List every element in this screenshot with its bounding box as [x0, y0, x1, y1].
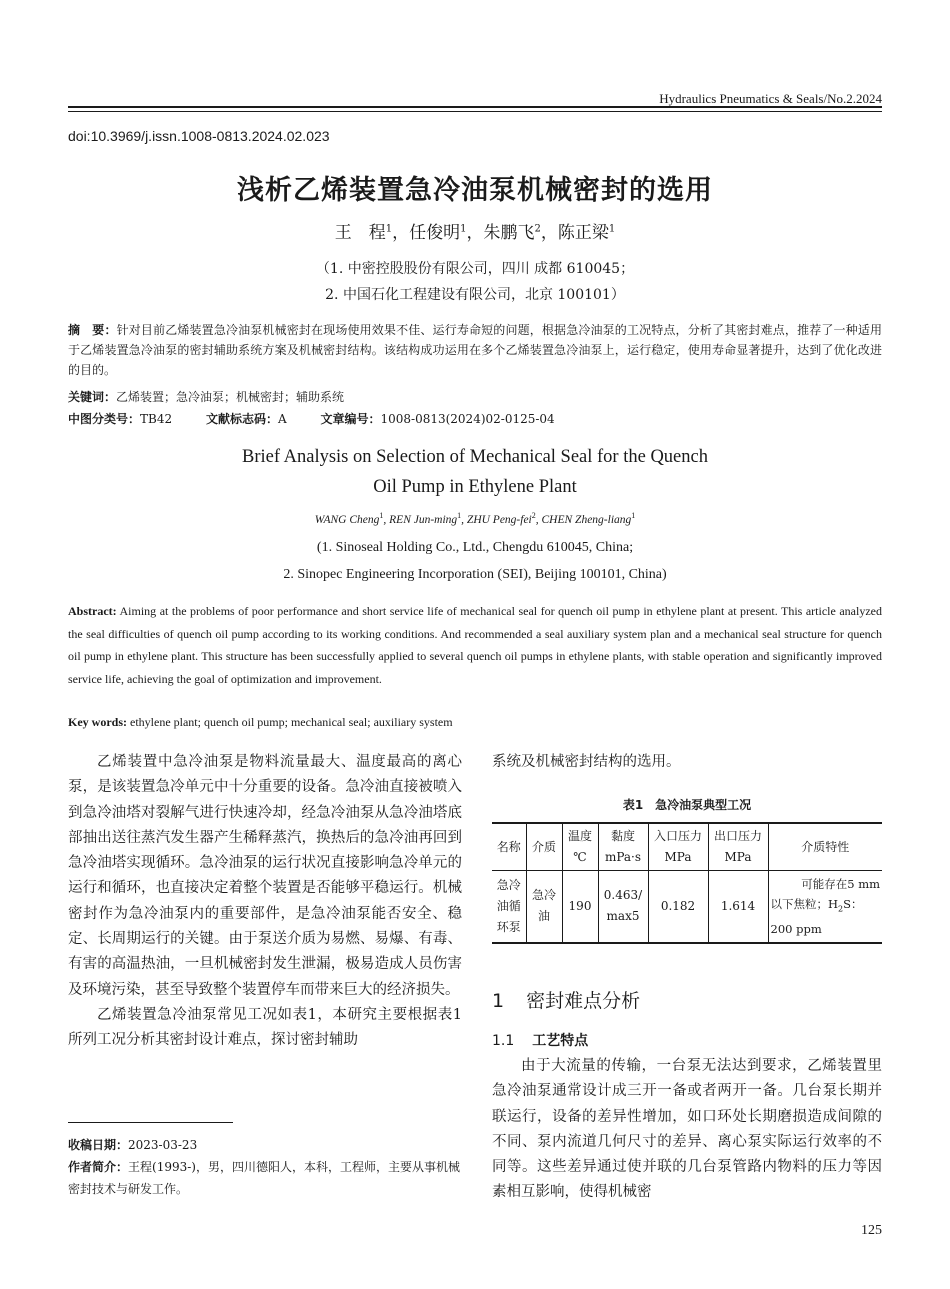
- cell-property: 可能存在5 mm 以下焦粒；$H_2S$： 200 ppm: [768, 870, 882, 943]
- abstract-cn-label: 摘 要：: [68, 323, 117, 337]
- th-temperature: 温度 ℃: [562, 823, 598, 870]
- doc-code-value: A: [277, 412, 287, 426]
- received-date: 2023-03-23: [128, 1138, 198, 1152]
- body-left-column: [68, 750, 462, 1054]
- table-header-row: [492, 823, 882, 870]
- footnote-bio: [68, 1156, 462, 1200]
- paragraph: 由于大流量的传输，一台泵无法达到要求，乙烯装置里急冷油泵通常设计成三开一备或者两开一备。几台泵长期并联运行，设备的差异性增加，如口环处长期磨损造成间隙的不同、泵内流道几何尺寸的差异、离心泵实际运行效率的不同等。这些差异通过使并联的几台泵管路内物料的压力等因素相互影响，使得机械密: [492, 1058, 882, 1201]
- body-right-continuation: 系统及机械密封结构的选用。: [492, 754, 681, 770]
- body-right-column: [492, 1054, 882, 1206]
- author-cn: 任俊明: [409, 223, 461, 243]
- th-inlet-pressure: 入口压力 MPa: [648, 823, 708, 870]
- abstract-en-label: Abstract:: [68, 604, 117, 618]
- keywords-cn: [68, 388, 344, 405]
- cell-name: 急冷 油循 环泵: [496, 877, 521, 934]
- footnote-received: [68, 1134, 462, 1156]
- header-rule-thin: [68, 111, 882, 112]
- author-en-affil: 1: [631, 511, 636, 520]
- footnote-rule: [68, 1122, 233, 1123]
- affiliation-en-2: 2. Sinopec Engineering Incorporation (SEI), Beijing 100101, China): [283, 567, 667, 582]
- abstract-en: [68, 600, 882, 690]
- doc-code-label: 文献标志码：: [205, 412, 278, 426]
- abstract-cn-text: 针对目前乙烯装置急冷油泵机械密封在现场使用效果不佳、运行寿命短的问题，根据急冷油泵的工况特点，分析了其密封难点，推荐了一种适用于乙烯装置急冷油泵的密封辅助系统方案及机械密封结构。该结构成功运用在多个乙烯装置急冷油泵上，运行稳定，使用寿命显著提升，达到了优化改进的目的。: [68, 323, 882, 377]
- section-heading-1-1: 1.1 工艺特点: [492, 1033, 589, 1049]
- cell-temperature: 190: [562, 870, 598, 943]
- paragraph: 乙烯装置急冷油泵常见工况如表1，本研究主要根据表1所列工况分析其密封设计难点，探讨密封辅助: [68, 1006, 462, 1049]
- authors-cn: 王 程$^1$，任俊明$^1$，朱鹏飞$^2$，陈正梁$^1$: [334, 223, 616, 243]
- author-en-affil: 1: [457, 511, 462, 520]
- conditions-table: [492, 822, 882, 944]
- classification-row: [68, 410, 585, 427]
- article-no-label: 文章编号：: [320, 412, 381, 426]
- author-en: REN Jun-ming: [389, 513, 458, 526]
- title-en-line: Oil Pump in Ethylene Plant: [373, 477, 577, 497]
- author-cn-affil: 1: [460, 223, 467, 235]
- th-name: 名称: [496, 840, 521, 855]
- th-outlet-pressure: 出口压力 MPa: [708, 823, 768, 870]
- cell-viscosity: 0.463/ max5: [598, 870, 648, 943]
- author-en: CHEN Zheng-liang: [541, 513, 632, 526]
- author-cn-affil: 2: [534, 223, 541, 235]
- keywords-cn-label: 关键词：: [68, 390, 117, 404]
- abstract-cn: [68, 320, 882, 380]
- title-cn: 浅析乙烯装置急冷油泵机械密封的选用: [237, 175, 713, 206]
- th-medium: 介质: [526, 823, 562, 870]
- cell-outlet-pressure: 1.614: [708, 870, 768, 943]
- title-en: [0, 442, 950, 502]
- author-en-affil: 1: [379, 511, 384, 520]
- received-label: 收稿日期：: [68, 1138, 129, 1152]
- affiliation-cn-1: （1. 中密控股股份有限公司，四川 成都 610045；: [315, 261, 635, 277]
- title-en-line: Brief Analysis on Selection of Mechanical Seal for the Quench: [242, 447, 708, 467]
- doi[interactable]: doi:10.3969/j.issn.1008-0813.2024.02.023: [68, 128, 330, 144]
- cell-medium: 急冷 油: [526, 870, 562, 943]
- affiliation-cn-2: 2. 中国石化工程建设有限公司，北京 100101）: [325, 287, 625, 303]
- author-cn: 王 程: [334, 223, 386, 243]
- table-row: [492, 870, 882, 943]
- page-number: 125: [861, 1223, 882, 1238]
- header-rule-thick: [68, 106, 882, 109]
- abstract-en-text: Aiming at the problems of poor performance and short service life of mechanical seal for quench oil pump in ethylene plant at present. This article analyzed the seal difficulties of quench oil pump according to its working conditions. And recommended a seal auxiliary system plan and a mechanical seal structure for quench oil pump in ethylene plant. This structure has been successfully applied to several quench oil pumps in ethylene plants, with stable operation and significantly improved service life, achieving the goal of optimization and improvement.: [68, 604, 882, 686]
- author-en: WANG Cheng: [314, 513, 380, 526]
- article-no-value: 1008-0813(2024)02-0125-04: [380, 412, 555, 426]
- affiliation-en-1: (1. Sinoseal Holding Co., Ltd., Chengdu 610045, China;: [316, 540, 634, 555]
- bio-text: 王程(1993-)，男，四川德阳人，本科，工程师，主要从事机械密封技术与研发工作。: [68, 1160, 460, 1196]
- clc-value: TB42: [140, 412, 173, 426]
- author-cn: 陈正梁: [557, 223, 609, 243]
- keywords-en-label: Key words:: [68, 715, 127, 729]
- bio-label: 作者简介：: [68, 1160, 129, 1174]
- clc-label: 中图分类号：: [68, 412, 141, 426]
- section-heading-1: 1 密封难点分析: [492, 990, 641, 1012]
- th-viscosity: 黏度 mPa·s: [598, 823, 648, 870]
- cell-inlet-pressure: 0.182: [648, 870, 708, 943]
- author-en: ZHU Peng-fei: [466, 513, 532, 526]
- keywords-en-text: ethylene plant; quench oil pump; mechanical seal; auxiliary system: [130, 715, 453, 729]
- keywords-en: [68, 715, 453, 730]
- th-property: 介质特性: [768, 823, 882, 870]
- author-cn-affil: 1: [608, 223, 616, 235]
- author-en-affil: 2: [531, 511, 536, 520]
- running-header: Hydraulics Pneumatics & Seals/No.2.2024: [659, 91, 882, 106]
- author-cn: 朱鹏飞: [483, 223, 535, 243]
- author-cn-affil: 1: [385, 223, 393, 235]
- authors-en: WANG Cheng$^1$, REN Jun-ming$^1$, ZHU Peng-fei$^2$, CHEN Zheng-liang$^1$: [314, 511, 636, 526]
- keywords-cn-text: 乙烯装置；急冷油泵；机械密封；辅助系统: [116, 390, 345, 404]
- paragraph: 乙烯装置中急冷油泵是物料流量最大、温度最高的离心泵，是该装置急冷单元中十分重要的设备。急冷油直接被喷入到急冷油塔对裂解气进行快速冷却，经急冷油泵从急冷油塔底部抽出送往蒸汽发生器产生稀释蒸汽，换热后的急冷油再回到急冷油塔实现循环。急冷油泵的运行状况直接影响急冷单元的运行和循环，也直接决定着整个装置是否能够平稳运行。机械密封作为急冷油泵内的重要部件，是急冷油泵能否安全、稳定、长周期运行的关键。由于泵送介质为易燃、易爆、有毒、有害的高温热油，一旦机械密封发生泄漏，极易造成人员伤害及环境污染，甚至导致整个装置停车而带来巨大的经济损失。: [68, 754, 462, 998]
- table-caption: 表1 急冷油泵典型工况: [622, 798, 752, 812]
